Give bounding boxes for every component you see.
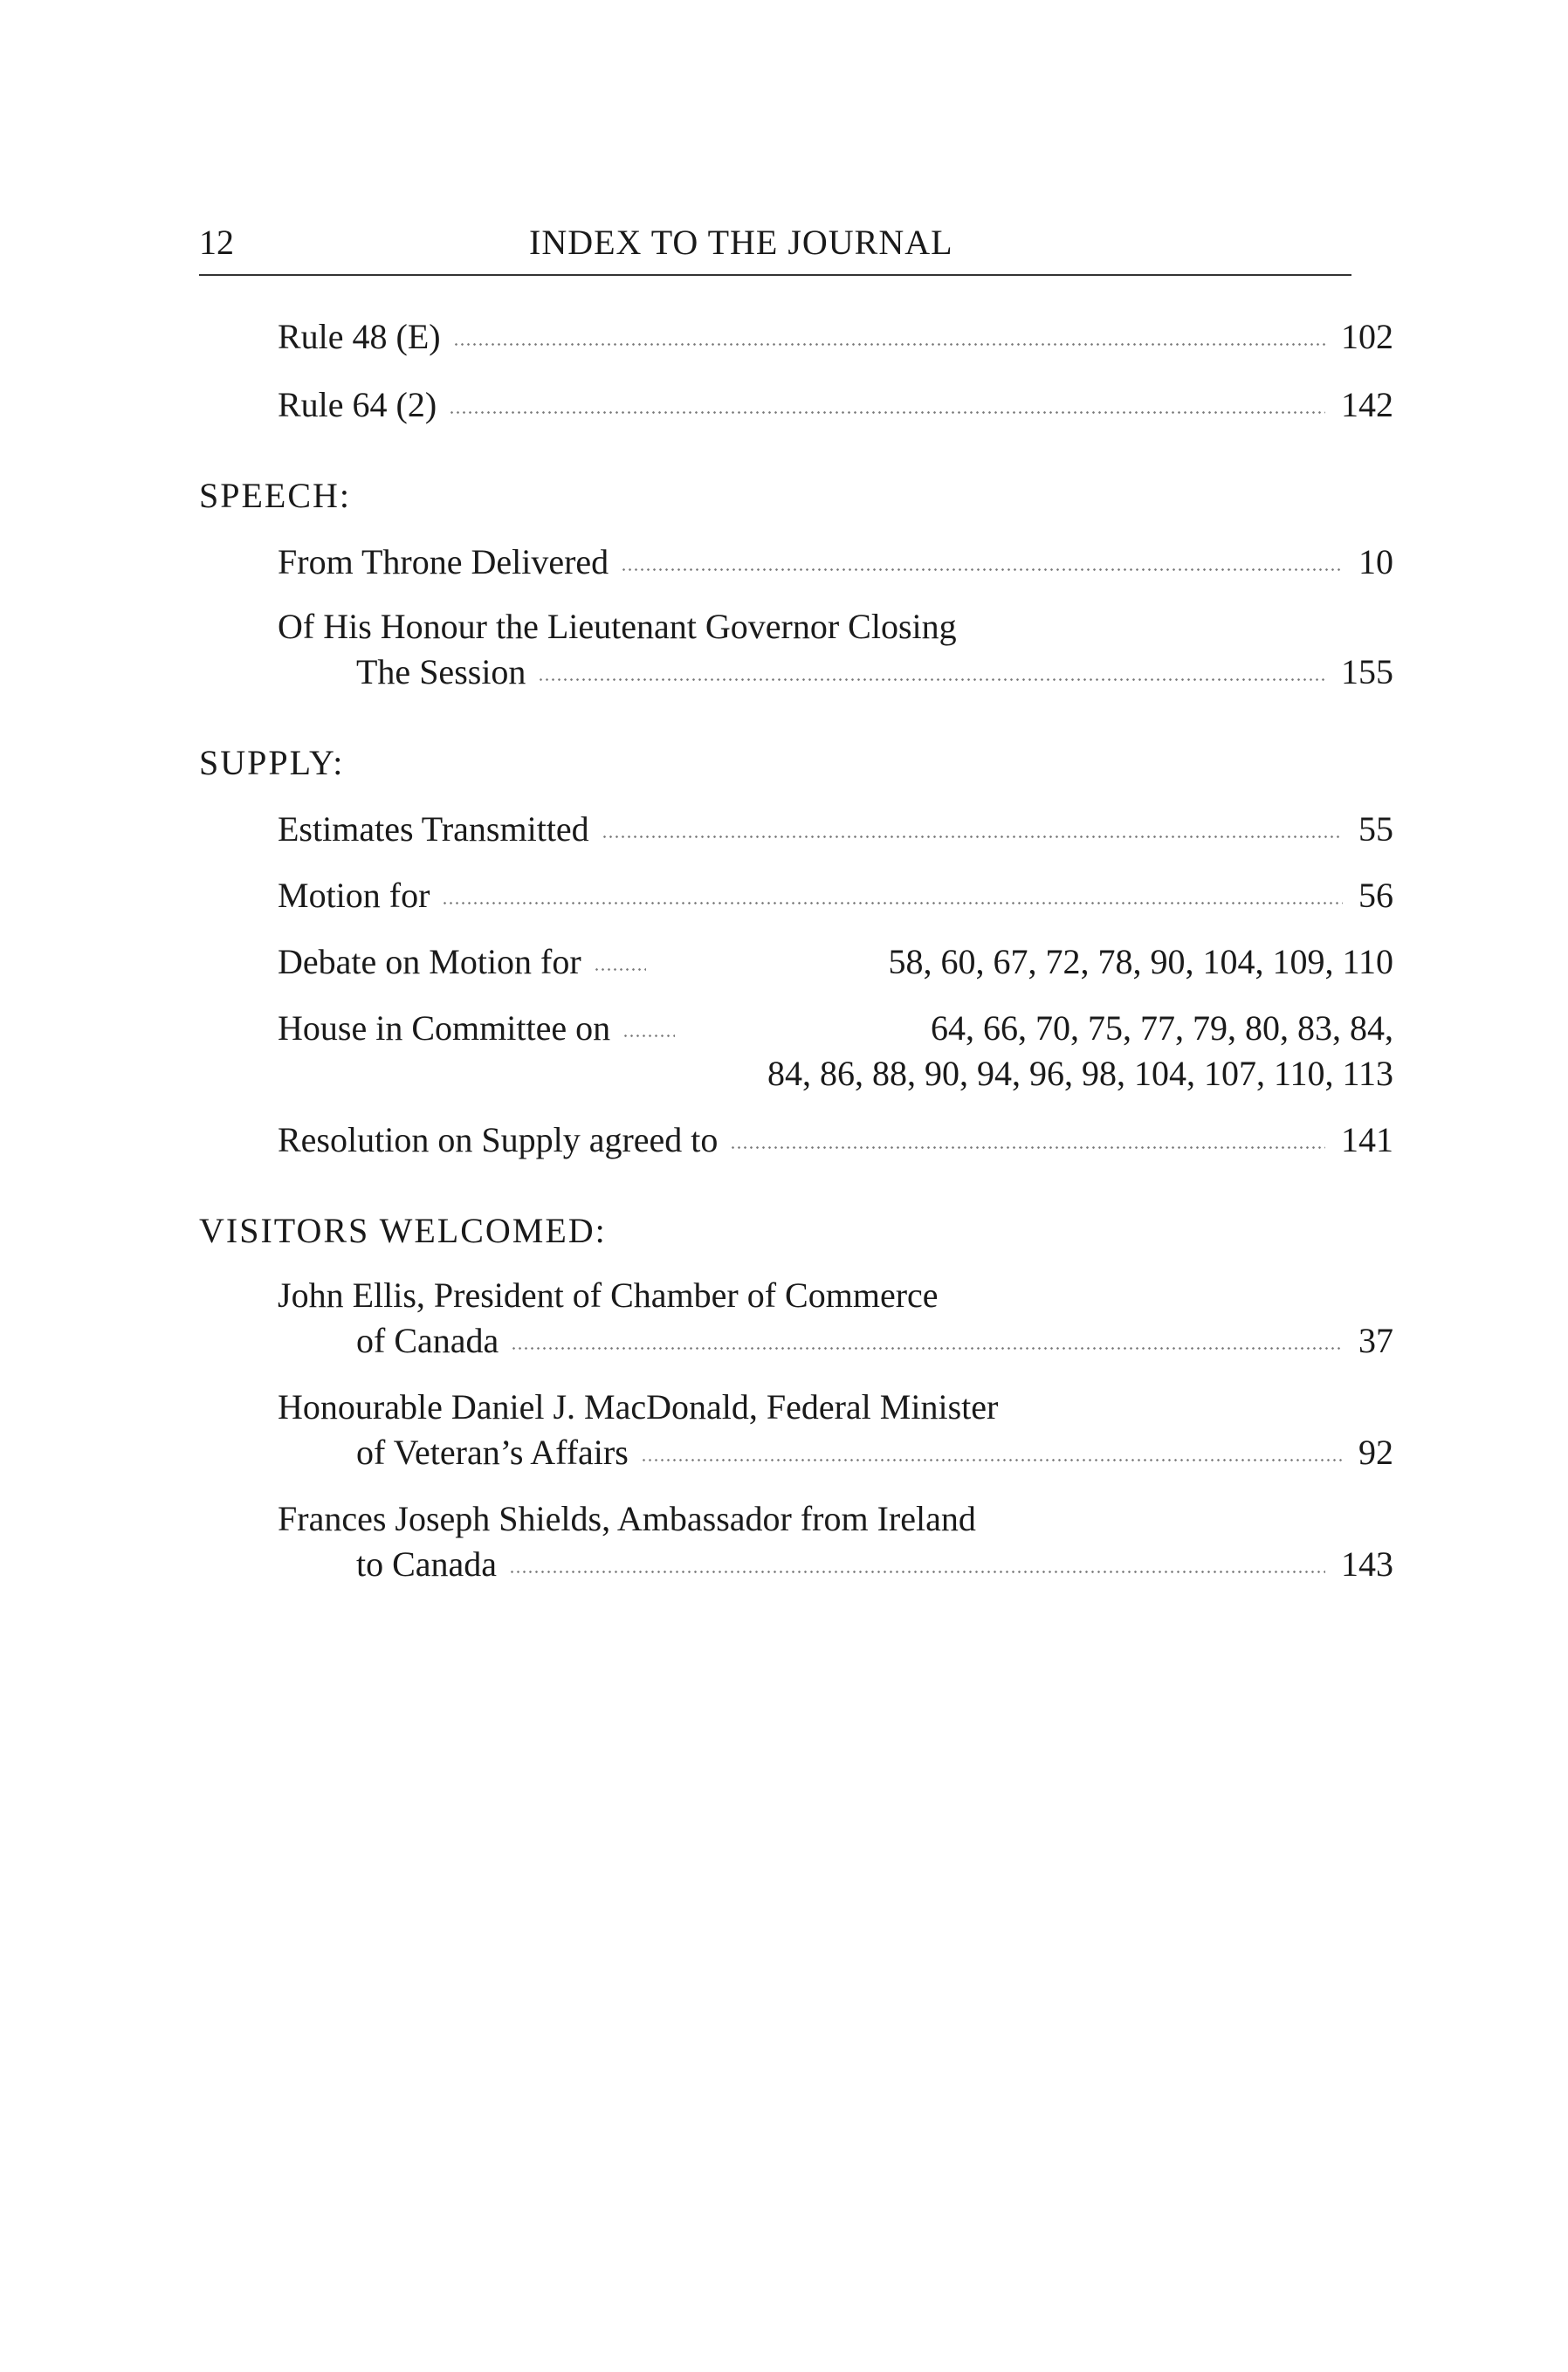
entry-label: Debate on Motion for xyxy=(278,942,581,981)
index-entry xyxy=(278,807,1393,852)
leader-dots xyxy=(641,1459,1343,1461)
page-number: 12 xyxy=(199,223,234,262)
leader-dots xyxy=(602,835,1343,838)
entry-label-line1: Honourable Daniel J. MacDonald, Federal Minister xyxy=(278,1387,999,1427)
index-entry xyxy=(278,1006,1393,1051)
page-ref: 92 xyxy=(1358,1433,1393,1472)
entry-label: of Veteran’s Affairs xyxy=(356,1433,629,1472)
page-header xyxy=(199,220,1351,276)
entry-label: From Throne Delivered xyxy=(278,542,609,581)
index-entry xyxy=(278,873,1393,918)
section-heading-speech: SPEECH: xyxy=(199,476,352,515)
page-ref: 10 xyxy=(1358,542,1393,581)
index-entry xyxy=(278,939,1393,985)
running-title: INDEX TO THE JOURNAL xyxy=(529,223,953,262)
section-heading-supply: SUPPLY: xyxy=(199,743,345,782)
entry-label: Estimates Transmitted xyxy=(278,809,589,849)
leader-dots xyxy=(511,1347,1343,1350)
leader-dots xyxy=(449,411,1325,414)
leader-dots xyxy=(621,568,1343,571)
entry-label: House in Committee on xyxy=(278,1008,611,1048)
entry-label-line1: Of His Honour the Lieutenant Governor Closing xyxy=(278,607,957,646)
page-ref: 142 xyxy=(1341,385,1393,424)
index-entry xyxy=(356,650,1393,695)
entry-label: Rule 48 (E) xyxy=(278,317,441,356)
index-entry xyxy=(356,1542,1393,1587)
leader-dots xyxy=(622,1035,675,1037)
leader-dots xyxy=(730,1146,1325,1149)
entry-label-line1: John Ellis, President of Chamber of Commerce xyxy=(278,1275,939,1315)
page-ref: 37 xyxy=(1358,1321,1393,1360)
index-entry xyxy=(278,314,1393,360)
entry-label: to Canada xyxy=(356,1544,498,1584)
page-ref: 155 xyxy=(1341,652,1393,691)
entry-label: Rule 64 (2) xyxy=(278,385,437,424)
entry-label: Motion for xyxy=(278,876,430,915)
page-ref: 55 xyxy=(1358,809,1393,849)
page-ref: 143 xyxy=(1341,1544,1393,1584)
leader-dots xyxy=(538,678,1325,681)
page-ref: 56 xyxy=(1358,876,1393,915)
page-ref: 64, 66, 70, 75, 77, 79, 80, 83, 84, xyxy=(931,1008,1393,1048)
page-ref: 141 xyxy=(1341,1120,1393,1159)
index-entry xyxy=(278,540,1393,585)
leader-dots xyxy=(442,902,1343,904)
entry-label-line1: Frances Joseph Shields, Ambassador from Ireland xyxy=(278,1499,976,1538)
section-heading-visitors: VISITORS WELCOMED: xyxy=(199,1211,607,1250)
entry-label: Resolution on Supply agreed to xyxy=(278,1120,719,1159)
index-entry xyxy=(278,382,1393,428)
index-entry xyxy=(356,1318,1393,1364)
page-ref-continued: 84, 86, 88, 90, 94, 96, 98, 104, 107, 110, 113 xyxy=(767,1054,1393,1093)
leader-dots xyxy=(594,968,646,971)
leader-dots xyxy=(509,1571,1325,1573)
index-entry xyxy=(356,1430,1393,1475)
entry-label: The Session xyxy=(356,652,526,691)
entry-label: of Canada xyxy=(356,1321,499,1360)
leader-dots xyxy=(453,343,1325,346)
page-ref: 58, 60, 67, 72, 78, 90, 104, 109, 110 xyxy=(888,942,1393,981)
index-entry xyxy=(278,1117,1393,1163)
page-ref: 102 xyxy=(1341,317,1393,356)
